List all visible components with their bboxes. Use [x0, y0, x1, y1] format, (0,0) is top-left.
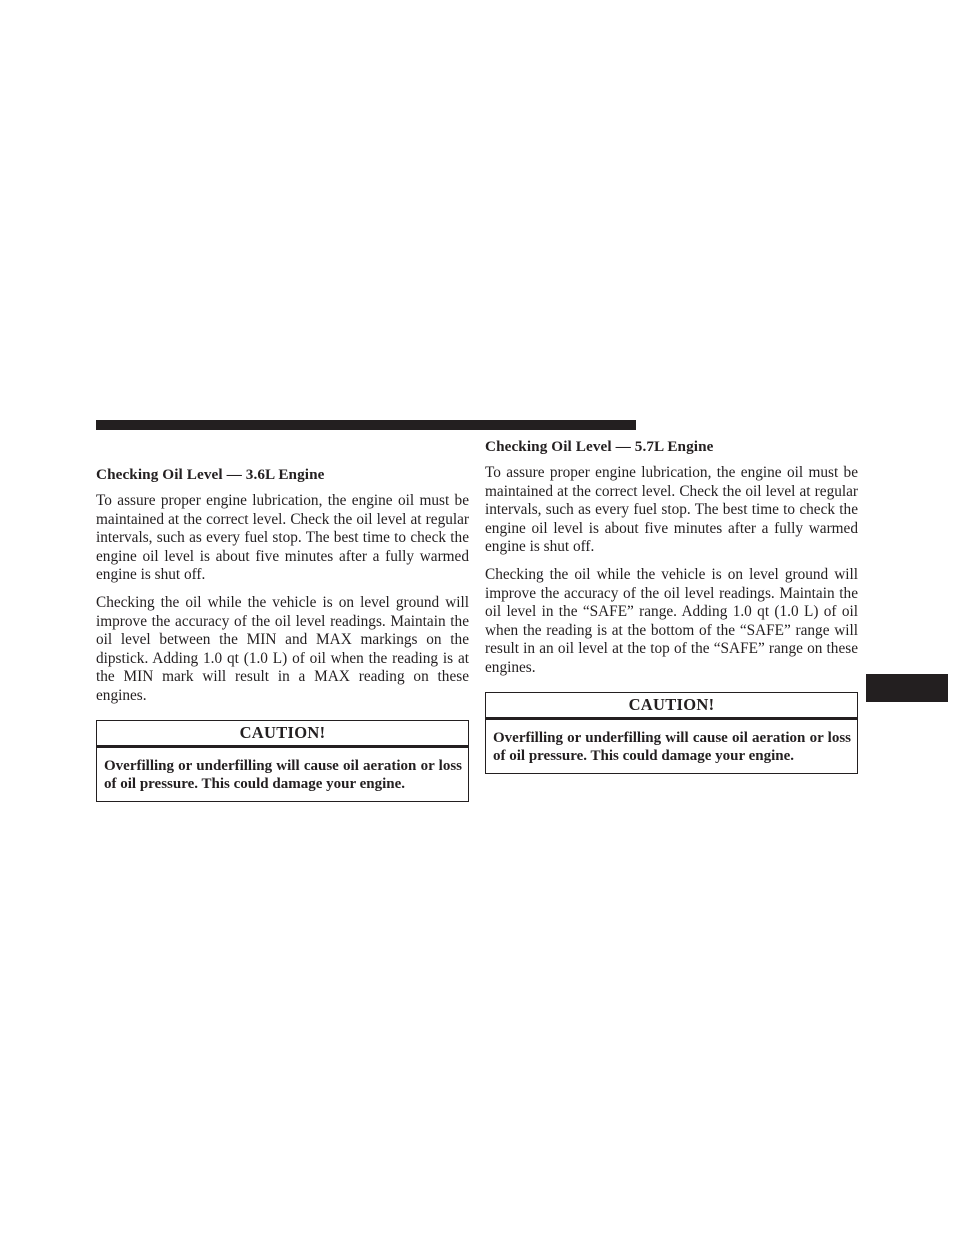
- caution-box: [485, 692, 858, 775]
- paragraph-level-ground: Checking the oil while the vehicle is on level ground will improve the accuracy of the oil level readings. Maintain the oil level in the “SAFE” range. Adding 1.0 qt (1.0 L) of oil when the reading is at the bottom of the “SAFE” range will result in an oil level at the top of the “SAFE” range on these engines.: [485, 565, 858, 676]
- paragraph-level-ground: Checking the oil while the vehicle is on level ground will improve the accuracy of the oil level readings. Maintain the oil level between the MIN and MAX markings on the dipstick. Adding 1.0 qt (1.0 L) of oil when the reading is at the MIN mark will result in a MAX reading on these engines.: [96, 593, 469, 704]
- caution-text: Overfilling or underfilling will cause oil aeration or loss of oil pressure. This could damage your engine.: [493, 729, 851, 764]
- caution-box: [96, 720, 469, 803]
- section-top-rule: [96, 420, 636, 430]
- section-heading-3-6l: Checking Oil Level — 3.6L Engine: [96, 466, 325, 483]
- paragraph-lubrication: To assure proper engine lubrication, the engine oil must be maintained at the correct level. Check the oil level at regular intervals, such as every fuel stop. The best time to check the engine oil level is about five minutes after a fully warmed engine is shut off.: [485, 464, 858, 556]
- left-column: [96, 465, 469, 802]
- paragraph-lubrication: To assure proper engine lubrication, the engine oil must be maintained at the correct level. Check the oil level at regular intervals, such as every fuel stop. The best time to check the engine oil level is about five minutes after a fully warmed engine is shut off.: [96, 492, 469, 584]
- caution-title: CAUTION!: [97, 721, 468, 748]
- caution-text: Overfilling or underfilling will cause oil aeration or loss of oil pressure. This could damage your engine.: [104, 757, 462, 792]
- caution-title: CAUTION!: [486, 693, 857, 720]
- section-heading-5-7l: Checking Oil Level — 5.7L Engine: [485, 438, 714, 455]
- chapter-side-tab: [866, 674, 948, 702]
- right-column: [485, 437, 858, 774]
